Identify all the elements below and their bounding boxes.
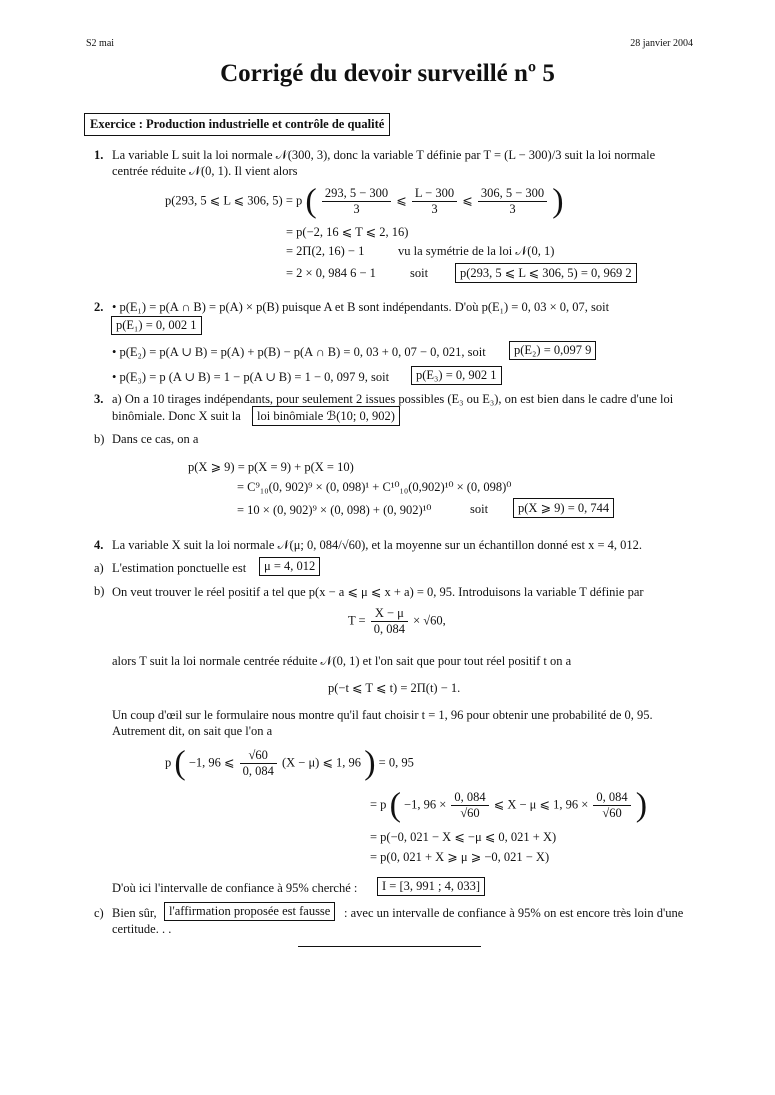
paren-close: ): [552, 182, 564, 220]
q4-e3: = p(−0, 021 − X ⩽ −μ ⩽ 0, 021 + X): [370, 830, 557, 844]
q2-line-3: • p(E₃) = p (A ∪ B) = 1 − p(A ∪ B) = 1 − 0, 097 9, soit: [112, 370, 390, 384]
q4-text: La variable X suit la loi normale 𝒩(μ; 0, 084/√60), et la moyenne sur un échantillon donné est x = 4, 012.: [112, 538, 643, 552]
q1-eq4-soit: soit: [410, 266, 429, 280]
q2-number: 2.: [94, 300, 104, 314]
q1-eq3: = 2Π(2, 16) − 1: [286, 244, 365, 258]
q1-result-box: p(293, 5 ⩽ L ⩽ 306, 5) = 0, 969 2: [455, 263, 637, 283]
paren-close: ): [635, 786, 648, 824]
q4-c-text-3: certitude. . .: [112, 922, 172, 936]
q3-eq3: = 10 × (0, 902)⁹ × (0, 098) + (0, 902)¹⁰: [237, 503, 432, 517]
q4-e1: p ( −1, 96 ⩽ $\frac{√60}{0, 084}$ (X − μ) ⩽ 1, 96 ) = 0, 95: [165, 744, 414, 782]
header-left: S2 mai: [86, 38, 115, 49]
q4-prob-t: p(−t ⩽ T ⩽ t) = 2Π(t) − 1.: [328, 681, 461, 695]
q1-text-2: centrée réduite 𝒩(0, 1). Il vient alors: [112, 164, 298, 178]
paren-open: (: [174, 744, 186, 782]
q3-eq2: = C⁹₁₀(0, 902)⁹ × (0, 098)¹ + C¹⁰₁₀(0,902)¹⁰ × (0, 098)⁰: [237, 480, 512, 494]
q1-eq1: p(293, 5 ⩽ L ⩽ 306, 5) = p ( $\frac{293, 5 - 300}{3}$ ⩽ $\frac{L - 300}{3}$ ⩽ $\frac{306, 5 - 300}{3}$ ): [165, 182, 564, 220]
q2-box-3: p(E₃) = 0, 902 1: [411, 366, 502, 385]
closing-rule: [298, 946, 481, 947]
q1-eq2: = p(−2, 16 ⩽ T ⩽ 2, 16): [286, 225, 409, 239]
q4-b-label: b): [94, 584, 105, 598]
q1-frac1: $\frac{293, 5 - 300}{3}$: [322, 186, 391, 217]
header-right: 28 janvier 2004: [630, 38, 693, 49]
q3-a-box: loi binômiale ℬ(10; 0, 902): [252, 406, 400, 426]
q1-eq1-lhs: p(293, 5 ⩽ L ⩽ 306, 5) = p: [165, 193, 303, 208]
q3-result-box: p(X ⩾ 9) = 0, 744: [513, 498, 614, 518]
q3-a-text-2: binômiale. Donc X suit la: [112, 409, 241, 423]
q4-T-def: T = $\frac{X - \mu}{0, 084}$ × √60,: [348, 606, 446, 636]
q4-a-box: μ = 4, 012: [259, 557, 320, 576]
q4-a-text: L'estimation ponctuelle est: [112, 561, 247, 575]
q2-box-2: p(E₂) = 0,097 9: [509, 341, 596, 360]
q1-eq4: = 2 × 0, 984 6 − 1: [286, 266, 376, 280]
q2-line-2: • p(E₂) = p(A ∪ B) = p(A) + p(B) − p(A ∩ B) = 0, 03 + 0, 07 − 0, 021, soit: [112, 345, 486, 359]
q1-frac3: $\frac{306, 5 - 300}{3}$: [478, 186, 547, 217]
q4-ic-text: D'où ici l'intervalle de confiance à 95% cherché :: [112, 881, 358, 895]
q4-e2-frac1: $\frac{0, 084}{√60}$: [451, 790, 488, 821]
q4-c-text-1: Bien sûr,: [112, 906, 157, 920]
q4-number: 4.: [94, 538, 104, 552]
q3-b-text: Dans ce cas, on a: [112, 432, 199, 446]
q4-coup-1: Un coup d'œil sur le formulaire nous montre qu'il faut choisir t = 1, 96 pour obtenir une probabilité de 0, 95.: [112, 708, 653, 722]
q4-alors: alors T suit la loi normale centrée réduite 𝒩(0, 1) et l'on sait que pour tout réel positif t on a: [112, 654, 572, 668]
q1-frac2: $\frac{L - 300}{3}$: [412, 186, 457, 217]
q1-text-1: La variable L suit la loi normale 𝒩(300, 3), donc la variable T définie par T = (L − 300)/3 suit la loi normale: [112, 148, 656, 162]
q1-eq3-note: vu la symétrie de la loi 𝒩(0, 1): [398, 244, 555, 258]
page-title: Corrigé du devoir surveillé nº 5: [220, 60, 555, 87]
q3-eq3-soit: soit: [470, 502, 489, 516]
q1-number: 1.: [94, 148, 104, 162]
paren-open: (: [389, 786, 401, 824]
q3-eq1: p(X ⩾ 9) = p(X = 9) + p(X = 10): [188, 460, 354, 474]
q4-e2: = p ( −1, 96 × $\frac{0, 084}{√60}$ ⩽ X − μ ⩽ 1, 96 × $\frac{0, 084}{√60}$ ): [370, 786, 648, 824]
q2-box-1: p(E₁) = 0, 002 1: [111, 316, 202, 335]
q4-b-text: On veut trouver le réel positif a tel que p(x − a ⩽ μ ⩽ x + a) = 0, 95. Introduisons la variable T définie par: [112, 585, 644, 599]
q4-c-text-2: : avec un intervalle de confiance à 95% on est encore très loin d'une: [344, 906, 684, 920]
q3-b-label: b): [94, 432, 105, 446]
q3-number: 3.: [94, 392, 104, 406]
q4-e1-frac: $\frac{√60}{0, 084}$: [240, 748, 277, 779]
q4-a-label: a): [94, 561, 104, 575]
q4-T-frac: $\frac{X - \mu}{0, 084}$: [371, 606, 408, 637]
paren-close: ): [364, 744, 376, 782]
q4-e2-frac2: $\frac{0, 084}{√60}$: [593, 790, 630, 821]
exercise-label: Exercice : Production industrielle et contrôle de qualité: [84, 113, 390, 136]
q4-e4: = p(0, 021 + X ⩾ μ ⩾ −0, 021 − X): [370, 850, 550, 864]
q4-ic-box: I = [3, 991 ; 4, 033]: [377, 877, 485, 896]
q4-c-box: l'affirmation proposée est fausse: [164, 902, 335, 921]
q4-coup-2: Autrement dit, on sait que l'on a: [112, 724, 273, 738]
q4-c-label: c): [94, 906, 104, 920]
q2-line-1: • p(E₁) = p(A ∩ B) = p(A) × p(B) puisque A et B sont indépendants. D'où p(E₁) = 0, 03 × 0, 07, soit: [112, 300, 610, 314]
paren-open: (: [305, 182, 317, 220]
q3-a-text-1: a) On a 10 tirages indépendants, pour seulement 2 issues possibles (E₃ ou E₃), on est bien dans le cadre d'une loi: [112, 392, 674, 406]
